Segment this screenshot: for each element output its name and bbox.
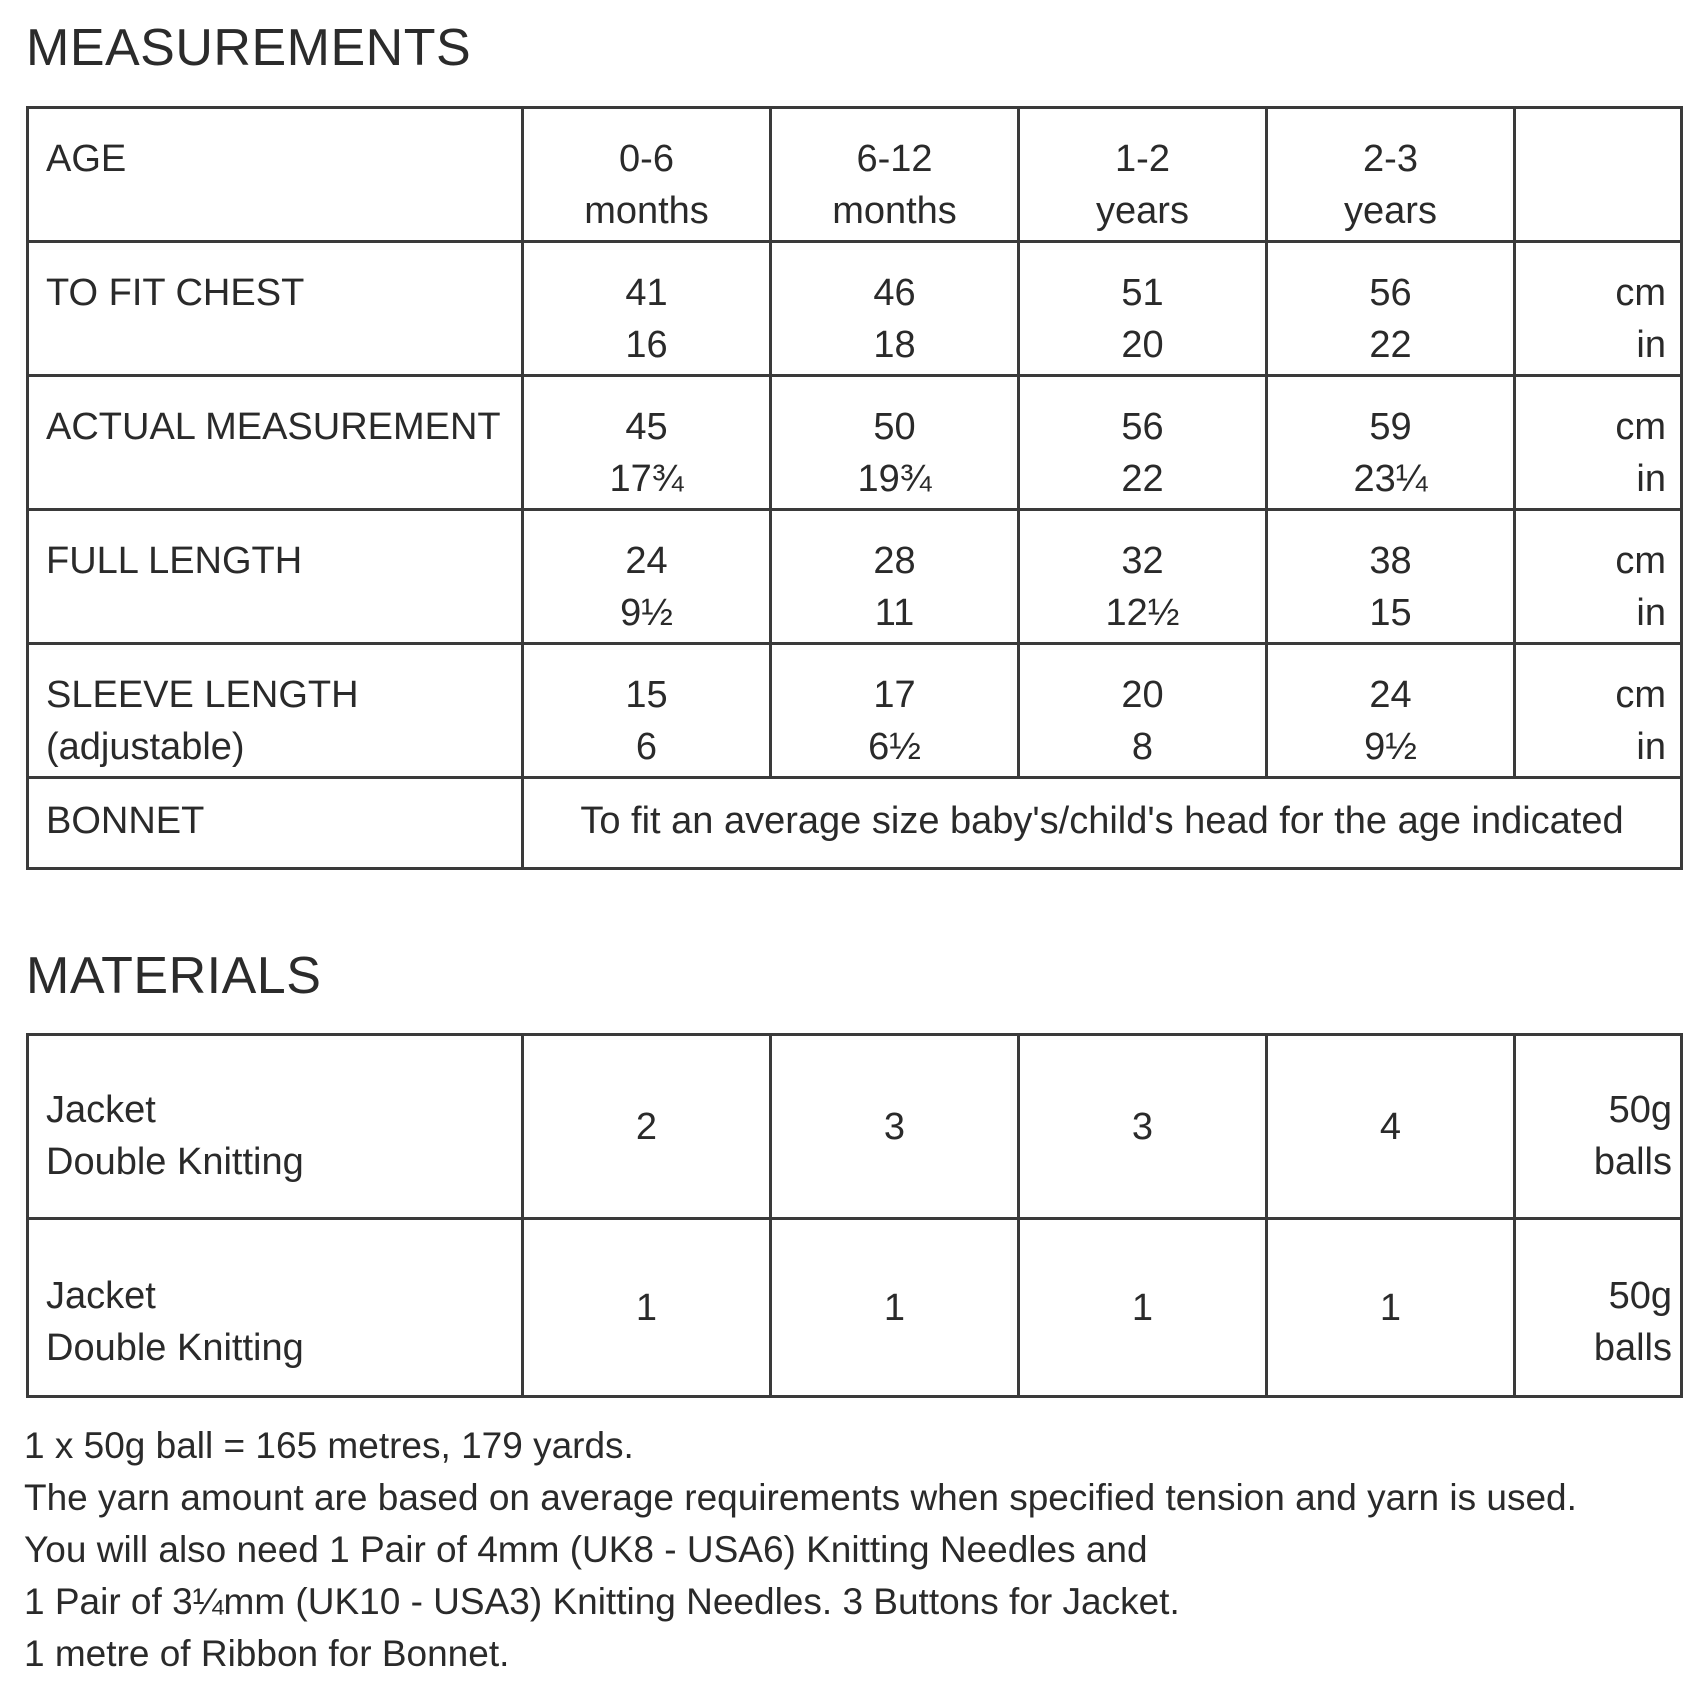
value-in: 22	[1121, 458, 1164, 500]
value-cell	[1019, 644, 1267, 778]
material-unit-weight: 50g	[1608, 1089, 1672, 1131]
size-header-range: 2-3	[1363, 138, 1418, 180]
value-in: 12½	[1105, 592, 1180, 634]
row-label-text: FULL LENGTH	[46, 540, 303, 582]
material-yarn: Double Knitting	[46, 1141, 304, 1183]
value-cm: 41	[625, 272, 668, 314]
measurement-row-sleeve-length	[28, 644, 1682, 778]
material-quantity: 1	[771, 1219, 1019, 1397]
size-header-cell	[523, 108, 771, 242]
value-in: 11	[874, 592, 915, 634]
value-in: 22	[1369, 324, 1412, 366]
bonnet-text: To fit an average size baby's/child's head for the age indicated	[523, 778, 1682, 869]
measurements-table	[26, 106, 1683, 870]
value-in: 18	[873, 324, 916, 366]
value-in: 6	[635, 726, 658, 768]
unit-cm: cm	[1615, 540, 1666, 582]
unit-cell	[1515, 242, 1682, 376]
measurement-row-actual	[28, 376, 1682, 510]
material-quantity: 4	[1267, 1035, 1515, 1219]
bonnet-label: BONNET	[28, 778, 523, 869]
note-yardage: 1 x 50g ball = 165 metres, 179 yards.	[24, 1425, 634, 1466]
materials-row	[28, 1219, 1682, 1397]
value-cm: 24	[625, 540, 668, 582]
row-label-note: (adjustable)	[46, 726, 245, 768]
row-label-text: SLEEVE LENGTH	[46, 674, 359, 716]
unit-in: in	[1636, 592, 1666, 634]
value-cell	[1019, 510, 1267, 644]
unit-cm: cm	[1615, 272, 1666, 314]
material-quantity: 1	[523, 1219, 771, 1397]
note-needles-1: You will also need 1 Pair of 4mm (UK8 - USA6) Knitting Needles and	[24, 1529, 1148, 1570]
value-cm: 56	[1121, 406, 1164, 448]
unit-cell	[1515, 644, 1682, 778]
material-quantity: 3	[771, 1035, 1019, 1219]
material-quantity: 1	[1019, 1219, 1267, 1397]
material-item: Jacket	[46, 1275, 156, 1317]
measurements-title: MEASUREMENTS	[26, 19, 472, 77]
row-label	[28, 644, 523, 778]
value-cm: 56	[1369, 272, 1412, 314]
value-cell	[771, 376, 1019, 510]
unit-in: in	[1636, 324, 1666, 366]
value-cm: 20	[1121, 674, 1164, 716]
material-unit	[1515, 1035, 1682, 1219]
value-in: 16	[625, 324, 668, 366]
value-cm: 28	[873, 540, 916, 582]
size-header-unit: years	[1096, 190, 1189, 232]
materials-row	[28, 1035, 1682, 1219]
row-label-text: TO FIT CHEST	[46, 272, 305, 314]
value-cm: 17	[873, 674, 916, 716]
material-quantity: 2	[523, 1035, 771, 1219]
unit-cm: cm	[1615, 674, 1666, 716]
size-header-range: 0-6	[619, 138, 674, 180]
size-header-unit: months	[584, 190, 709, 232]
value-cm: 15	[625, 674, 668, 716]
value-cell	[523, 644, 771, 778]
row-label	[28, 510, 523, 644]
value-cell	[1267, 242, 1515, 376]
size-header-range: 6-12	[856, 138, 933, 180]
materials-table	[26, 1033, 1683, 1398]
value-cell	[523, 510, 771, 644]
note-needles-2: 1 Pair of 3¼mm (UK10 - USA3) Knitting Needles. 3 Buttons for Jacket.	[24, 1581, 1180, 1622]
value-in: 9½	[1364, 726, 1417, 768]
materials-title: MATERIALS	[26, 947, 322, 1005]
measurement-row-full-length	[28, 510, 1682, 644]
measurement-row-chest	[28, 242, 1682, 376]
size-header-cell	[771, 108, 1019, 242]
value-in: 17¾	[609, 458, 684, 500]
unit-in: in	[1636, 458, 1666, 500]
row-label	[28, 242, 523, 376]
material-unit-weight: 50g	[1608, 1275, 1672, 1317]
unit-in: in	[1636, 726, 1666, 768]
size-header-unit: years	[1344, 190, 1437, 232]
material-unit	[1515, 1219, 1682, 1397]
value-cell	[1267, 510, 1515, 644]
value-cell	[771, 644, 1019, 778]
unit-cm: cm	[1615, 406, 1666, 448]
value-cm: 51	[1121, 272, 1164, 314]
value-cm: 45	[625, 406, 668, 448]
bonnet-row	[28, 778, 1682, 869]
value-in: 23¼	[1353, 458, 1428, 500]
value-cell	[523, 242, 771, 376]
material-label	[28, 1035, 523, 1219]
empty-unit-cell	[1515, 108, 1682, 242]
unit-cell	[1515, 510, 1682, 644]
material-unit-name: balls	[1593, 1141, 1672, 1183]
materials-notes	[24, 1420, 1684, 1680]
row-label-text: ACTUAL MEASUREMENT	[46, 406, 501, 448]
value-cm: 46	[873, 272, 916, 314]
material-yarn: Double Knitting	[46, 1327, 304, 1369]
age-row	[28, 108, 1682, 242]
value-cell	[523, 376, 771, 510]
note-ribbon: 1 metre of Ribbon for Bonnet.	[24, 1633, 510, 1674]
material-unit-name: balls	[1593, 1327, 1672, 1369]
row-label	[28, 376, 523, 510]
value-in: 8	[1131, 726, 1154, 768]
value-in: 15	[1369, 592, 1412, 634]
value-cm: 50	[873, 406, 916, 448]
unit-cell	[1515, 376, 1682, 510]
material-quantity: 1	[1267, 1219, 1515, 1397]
material-quantity: 3	[1019, 1035, 1267, 1219]
value-cell	[771, 242, 1019, 376]
value-cm: 59	[1369, 406, 1412, 448]
value-cm: 38	[1369, 540, 1412, 582]
age-label: AGE	[28, 108, 523, 242]
value-cell	[771, 510, 1019, 644]
size-header-cell	[1267, 108, 1515, 242]
size-header-range: 1-2	[1115, 138, 1170, 180]
value-cell	[1019, 242, 1267, 376]
value-cell	[1267, 376, 1515, 510]
value-cm: 32	[1121, 540, 1164, 582]
value-in: 19¾	[857, 458, 932, 500]
size-header-unit: months	[832, 190, 957, 232]
value-cell	[1267, 644, 1515, 778]
value-in: 9½	[620, 592, 673, 634]
value-in: 6½	[868, 726, 921, 768]
size-header-cell	[1019, 108, 1267, 242]
note-yarn-amount: The yarn amount are based on average requirements when specified tension and yarn is used.	[24, 1477, 1577, 1518]
value-cell	[1019, 376, 1267, 510]
material-item: Jacket	[46, 1089, 156, 1131]
material-label	[28, 1219, 523, 1397]
value-in: 20	[1121, 324, 1164, 366]
value-cm: 24	[1369, 674, 1412, 716]
